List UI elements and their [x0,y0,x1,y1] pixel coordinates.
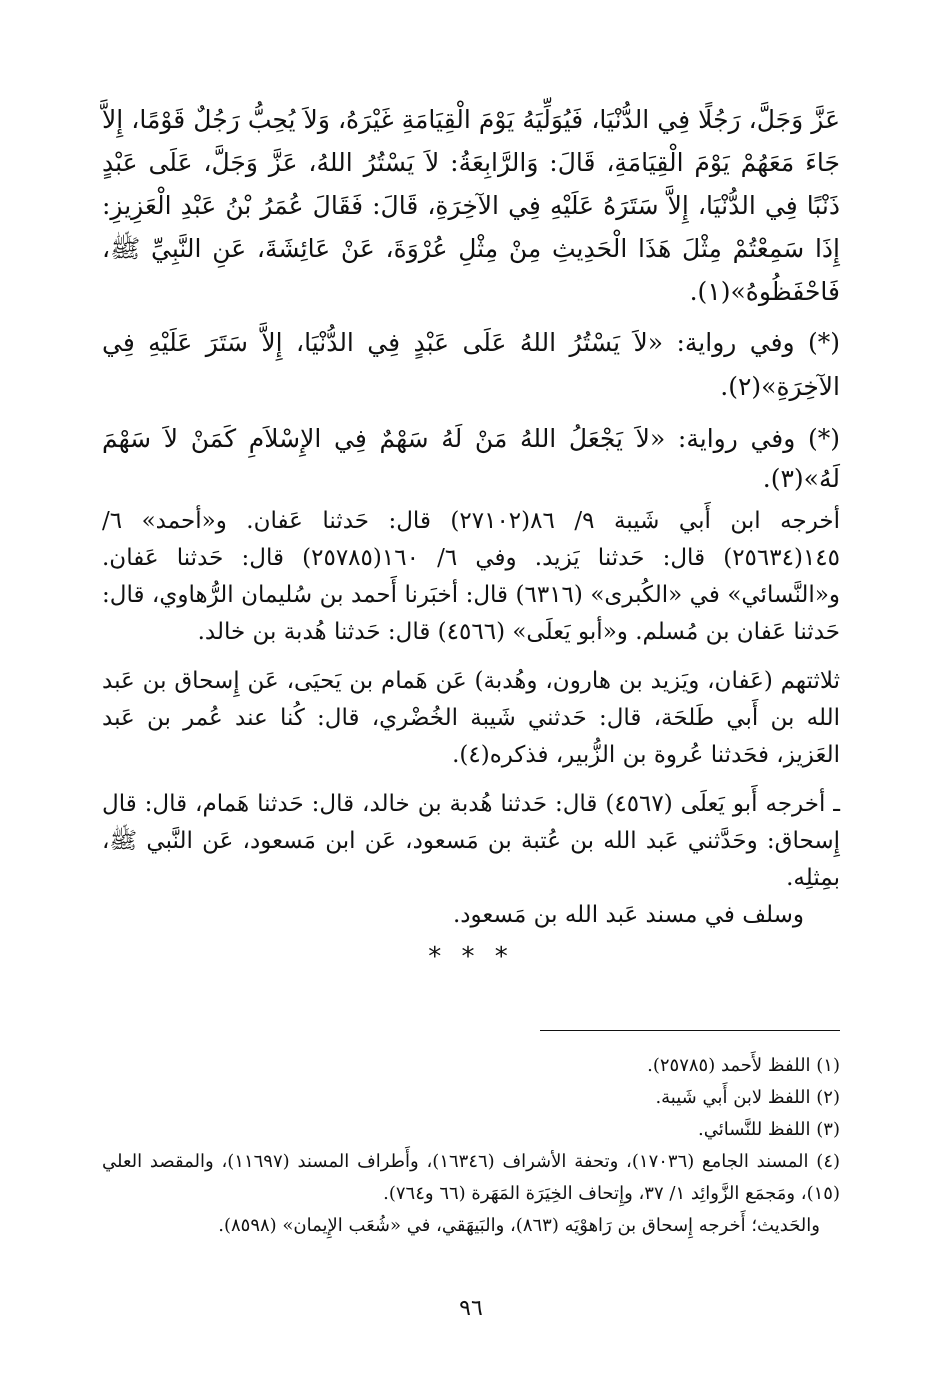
footnote-4-continuation: والحَديث؛ أَخرجه إِسحاق بن رَاهوْيَه (٨٦٣)، والبَيهَقي، في «شُعَب الإِيمان» (٨٥٩٨). [218,1215,820,1236]
variant-narration-2: (*) وفي رواية: «لاَ يَجْعَلُ اللهُ مَنْ لَهُ سَهْمٌ فِي الإِسْلاَمِ كَمَنْ لاَ سَهْمَ لَهُ»(٣). [102,424,840,493]
footnote-3: (٣) اللفظ للنَّسائي. [698,1119,840,1140]
footnote-2: (٢) اللفظ لابن أَبي شَيبة. [655,1087,840,1108]
variant-narration-1: (*) وفي رواية: «لاَ يَسْتُرُ اللهُ عَلَى عَبْدٍ فِي الدُّنْيَا، إِلاَّ سَتَرَ عَلَيْهِ فِي الآخِرَةِ»(٢). [102,328,840,401]
section-divider-stars: * * * [428,942,514,972]
cross-reference-note: وسلف في مسند عَبد الله بن مَسعود. [452,902,804,928]
footnotes [102,1050,840,1242]
footnote-1: (١) اللفظ لأَحمد (٢٥٧٨٥). [647,1055,840,1076]
isnad-paragraph: ثلاثتهم (عَفان، ويَزيد بن هارون، وهُدبة) عَن هَمام بن يَحيَى، عَن إِسحاق بن عَبد الله بن أَبي طَلحَة، قال: حَدثني شَيبة الخُضْري، قال: كُنا عند عُمر بن عَبد العَزيز، فحَدثنا عُروة بن الزُّبير، فذكره(٤). [102,668,840,768]
footnote-separator [540,1030,840,1031]
page-number: ٩٦ [459,1296,483,1321]
hadith-text-paragraph: عَزَّ وَجَلَّ، رَجُلًا فِي الدُّنْيَا، فَيُوَلِّيَهُ يَوْمَ الْقِيَامَةِ غَيْرَهُ، وَلاَ يُحِبُّ رَجُلٌ قَوْمًا، إِلاَّ جَاءَ مَعَهُمْ يَوْمَ الْقِيَامَةِ، قَالَ: وَالرَّابِعَةُ: لاَ يَسْتُرُ اللهُ، عَزَّ وَجَلَّ، عَلَى عَبْدٍ ذَنْبًا فِي الدُّنْيَا، إِلاَّ سَتَرَهُ عَلَيْهِ فِي الآخِرَةِ، قَالَ: فَقَالَ عُمَرُ بْنُ عَبْدِ الْعَزِيزِ: إِذَا سَمِعْتُمْ مِثْلَ هَذَا الْحَدِيثِ مِنْ مِثْلِ عُرْوَةَ، عَنْ عَائِشَةَ، عَنِ النَّبِيِّ ﷺ، فَاحْفَظُوهُ»(١). [102,105,840,306]
takhrij-paragraph: أخرجه ابن أَبي شَيبة ٩/ ٨٦(٢٧١٠٢) قال: حَدثنا عَفان. و«أحمد» ٦/ ١٤٥(٢٥٦٣٤) قال: حَدثنا يَزيد. وفي ٦/ ١٦٠(٢٥٧٨٥) قال: حَدثنا عَفان. و«النَّسائي» في «الكُبرى» (٦٣١٦) قال: أخبَرنا أَحمد بن سُليمان الرُّهاوي، قال: حَدثنا عَفان بن مُسلم. و«أبو يَعلَى» (٤٥٦٦) قال: حَدثنا هُدبة بن خالد. [102,508,841,645]
main-text [102,98,840,972]
footnote-4: (٤) المسند الجامع (١٧٠٣٦)، وتحفة الأشراف (١٦٣٤٦)، وأَطراف المسند (١١٦٩٧)، والمقصد العلي (١٥)، ومَجمَع الزَّوائِد ١/ ٣٧، وإِتحاف الخِيَرَة المَهَرة (٦٦ و٧٦٤). [102,1151,841,1204]
additional-takhrij-paragraph: ـ أخرجه أَبو يَعلَى (٤٥٦٧) قال: حَدثنا هُدبة بن خالد، قال: حَدثنا هَمام، قال: قال إِسحاق: وحَدَّثني عَبد الله بن عُتبة بن مَسعود، عَن ابن مَسعود، عَن النَّبي ﷺ، بمِثلِه. [102,791,841,891]
